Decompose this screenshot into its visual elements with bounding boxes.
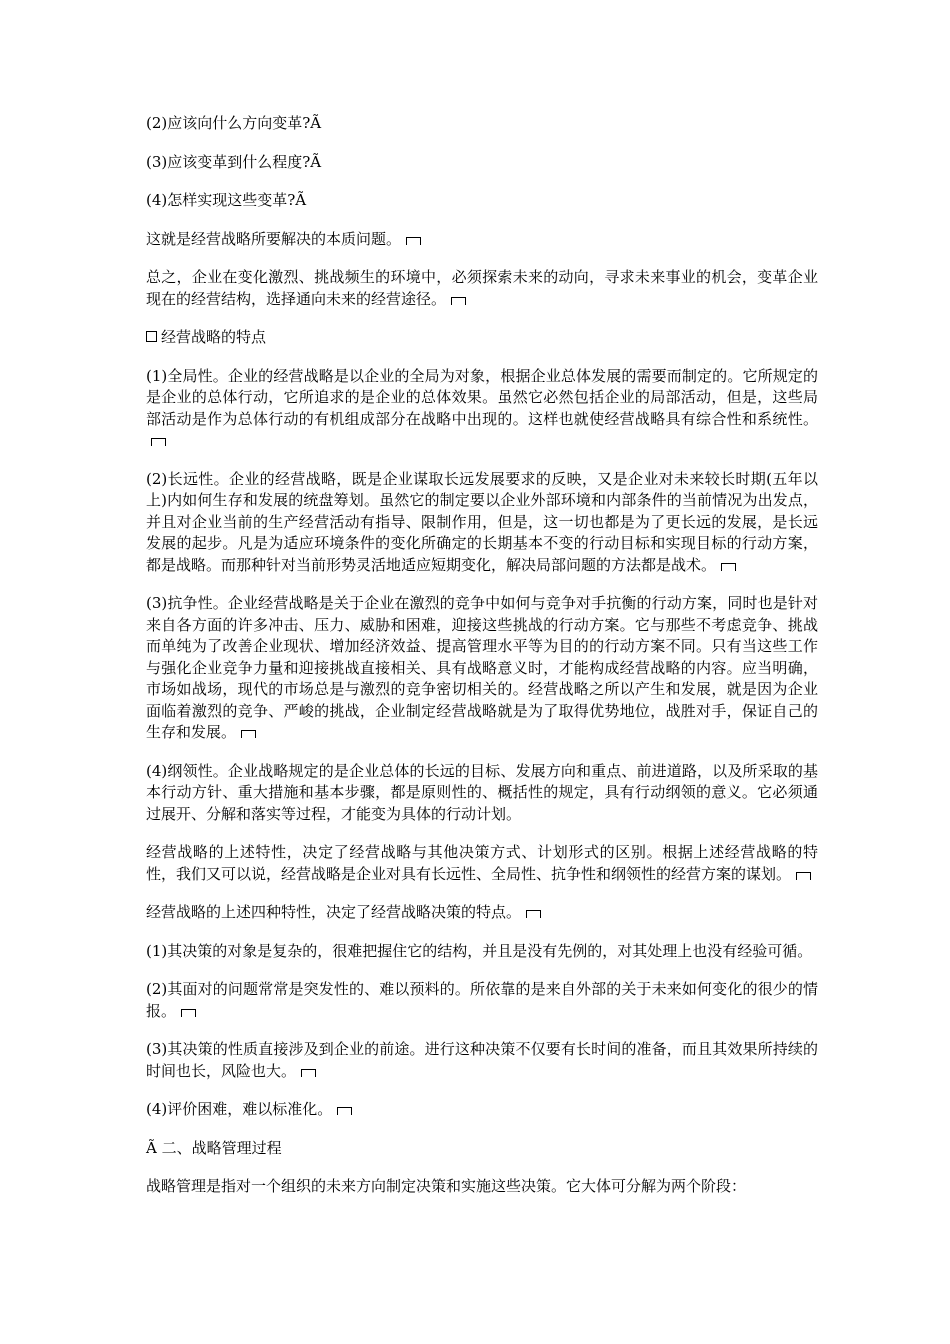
paragraph (146, 902, 818, 924)
paragraph (146, 1176, 818, 1198)
paragraph (146, 842, 818, 885)
document-body (146, 113, 818, 1215)
paragraph (146, 1039, 818, 1082)
paragraph-text: (4)纲领性。企业战略规定的是企业总体的长远的目标、发展方向和重点、前进道路，以及所采取的基本行动方针、重大措施和基本步骤，都是原则性的、概括性的规定，具有行动纲领的意义。它必须通过展开、分解和落实等过程，才能变为具体的行动计划。 (146, 761, 818, 823)
paragraph-text: (1)其决策的对象是复杂的，很难把握住它的结构，并且是没有先例的，对其处理上也没有经验可循。 (146, 941, 813, 960)
paragraph (146, 469, 818, 577)
paragraph-mark-icon (721, 563, 736, 571)
paragraph (146, 267, 818, 310)
paragraph (146, 229, 818, 251)
paragraph-text: (3)抗争性。企业经营战略是关于企业在激烈的竞争中如何与竞争对手抗衡的行动方案，同时也是针对来自各方面的许多冲击、压力、威胁和困难，迎接这些挑战的行动方案。它与那些不考虑竞争、挑战而单纯为了改善企业现状、增加经济效益、提高管理水平等为目的的行动方案不同。只有当这些工作与强化企业竞争力量和迎接挑战直接相关、具有战略意义时，才能构成经营战略的内容。应当明确，市场如战场，现代的市场总是与激烈的竞争密切相关的。经营战略之所以产生和发展，就是因为企业面临着激烈的竞争、严峻的挑战，企业制定经营战略就是为了取得优势地位，战胜对手，保证自己的生存和发展。 (146, 594, 818, 741)
paragraph (146, 327, 818, 349)
paragraph-text: 经营战略的特点 (161, 328, 267, 346)
paragraph (146, 1138, 818, 1160)
paragraph-text: (1)全局性。企业的经营战略是以企业的全局为对象，根据企业总体发展的需要而制定的。它所规定的是企业的总体行动，它所追求的是企业的总体效果。虽然它必然包括企业的局部活动，但是，这些局部活动是作为总体行动的有机组成部分在战略中出现的。这样也就使经营战略具有综合性和系统性。 (146, 366, 818, 428)
paragraph-text: (3)其决策的性质直接涉及到企业的前途。进行这种决策不仅要有长时间的准备，而且其效果所持续的时间也长，风险也大。 (146, 1040, 818, 1080)
paragraph (146, 113, 818, 135)
paragraph (146, 761, 818, 826)
paragraph-text: (2)长远性。企业的经营战略，既是企业谋取长远发展要求的反映，又是企业对未来较长时期(五年以上)内如何生存和发展的统盘筹划。虽然它的制定要以企业外部环境和内部条件的当前情况为出发点，并且对企业当前的生产经营活动有指导、限制作用，但是，这一切也都是为了更长远的发展，是长远发展的起步。凡是为适应环境条件的变化所确定的长期基本不变的行动目标和实现目标的行动方案，都是战略。而那种针对当前形势灵活地适应短期变化，解决局部问题的方法都是战术。 (146, 469, 818, 574)
paragraph (146, 1099, 818, 1121)
paragraph-mark-icon (406, 237, 421, 245)
paragraph-mark-icon (526, 910, 541, 918)
checkbox-glyph-icon (146, 331, 157, 342)
paragraph-text: (2)其面对的问题常常是突发性的、难以预料的。所依靠的是来自外部的关于未来如何变化的很少的情报。 (146, 980, 818, 1020)
paragraph-mark-icon (151, 438, 166, 446)
paragraph-mark-icon (337, 1107, 352, 1115)
paragraph-mark-icon (796, 872, 811, 880)
paragraph-text: (3)应该变革到什么程度?Ã (146, 152, 322, 171)
paragraph-mark-icon (301, 1069, 316, 1077)
paragraph-text: 经营战略的上述四种特性，决定了经营战略决策的特点。 (146, 903, 522, 921)
paragraph-text: 战略管理是指对一个组织的未来方向制定决策和实施这些决策。它大体可分解为两个阶段： (146, 1177, 747, 1195)
paragraph-text: 这就是经营战略所要解决的本质问题。 (146, 229, 402, 248)
paragraph-mark-icon (451, 297, 466, 305)
paragraph-text: 经营战略的上述特性，决定了经营战略与其他决策方式、计划形式的区别。根据上述经营战略的特性，我们又可以说，经营战略是企业对具有长远性、全局性、抗争性和纲领性的经营方案的谋划。 (146, 843, 818, 883)
paragraph-text: Ã 二、战略管理过程 (146, 1138, 282, 1157)
paragraph-mark-icon (241, 730, 256, 738)
paragraph-text: (4)怎样实现这些变革?Ã (146, 191, 307, 209)
paragraph-mark-icon (181, 1009, 196, 1017)
paragraph-text: (2)应该向什么方向变革?Ã (146, 114, 322, 132)
paragraph (146, 366, 818, 452)
paragraph-text: 总之，企业在变化激烈、挑战频生的环境中，必须探索未来的动向，寻求未来事业的机会，变革企业现在的经营结构，选择通向未来的经营途径。 (146, 268, 818, 308)
paragraph (146, 979, 818, 1022)
paragraph (146, 152, 818, 174)
paragraph (146, 190, 818, 212)
paragraph (146, 941, 818, 963)
paragraph-text: (4)评价困难，难以标准化。 (146, 1100, 333, 1118)
paragraph (146, 593, 818, 744)
